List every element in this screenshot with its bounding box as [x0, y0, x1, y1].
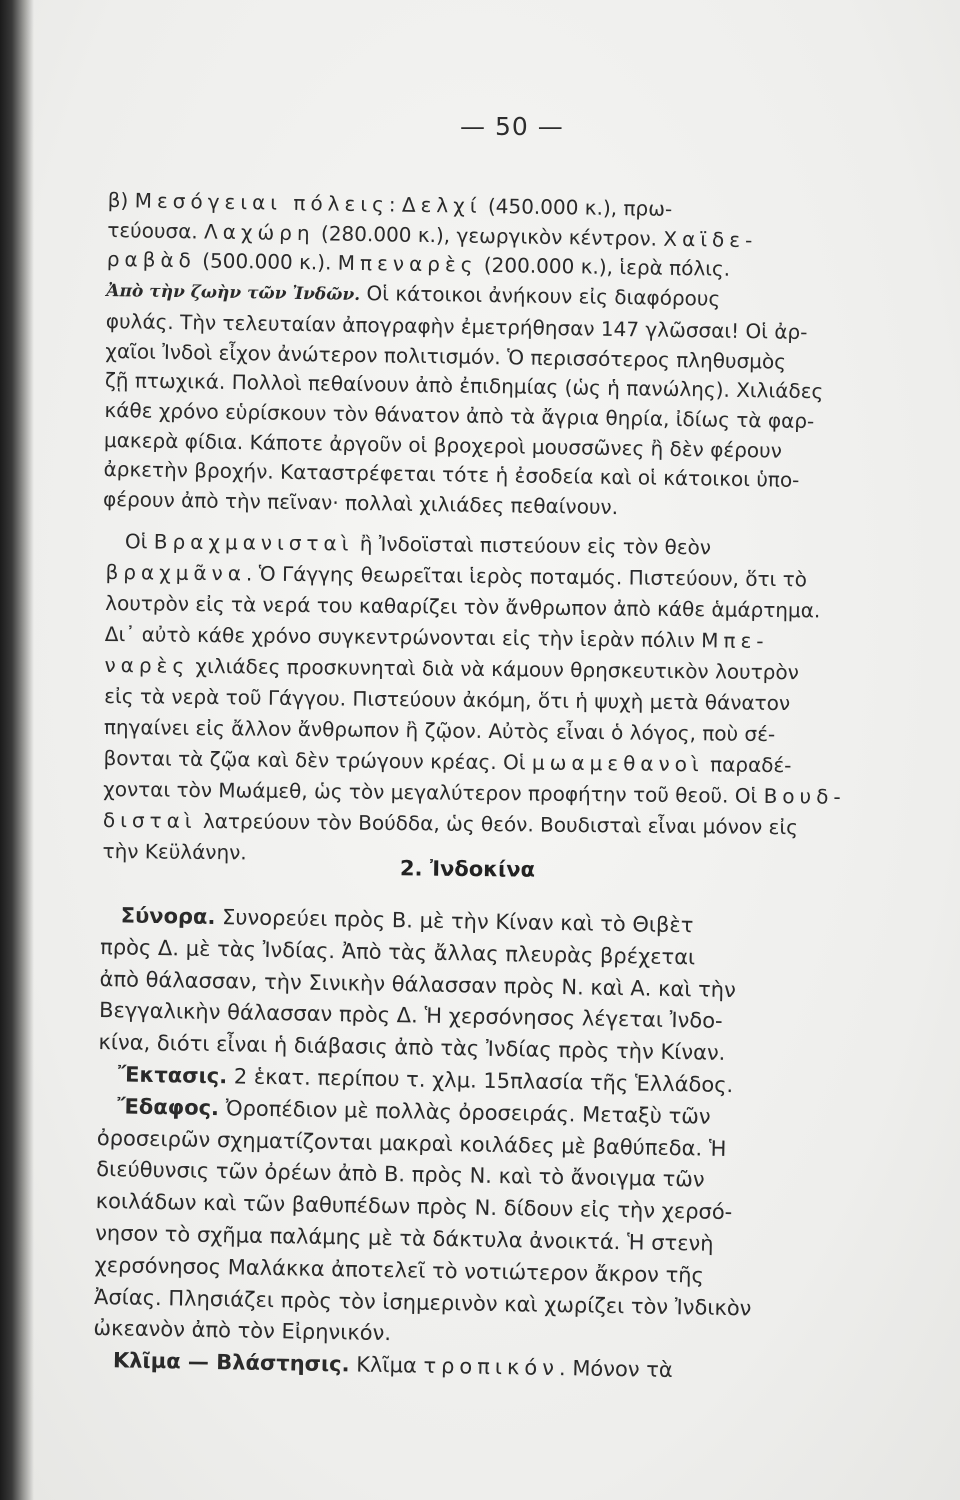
indochina-paragraph [93, 900, 871, 1390]
text-line: Ἀπὸ τὴν ζωὴν τῶν Ἰνδῶν. Οἱ κάτοικοι ἀνήκουν εἰς διαφόρους [106, 281, 721, 311]
text-line: εἰς τὰ νερὰ τοῦ Γάγγου. Πιστεύουν ἀκόμη, ὅτι ἡ ψυχὴ μετὰ θάνατον [104, 683, 791, 716]
text-line: βονται τὰ ζῷα καὶ δὲν τρώγουν κρέας. Οἱ μωαμεθανοὶ παραδέ- [103, 745, 792, 778]
book-binding-shadow [0, 0, 34, 1500]
subsection-heading: Κλῖμα — Βλάστησις. [112, 1348, 350, 1377]
text-line: φυλάς. Τὴν τελευταίαν ἀπογραφὴν ἐμετρήθησαν 147 γλῶσσαι! Οἱ ἀρ- [105, 308, 808, 344]
text-line: ναρὲς χιλιάδες προσκυνηταὶ διὰ νὰ κάμουν θρησκευτικὸν λουτρὸν [104, 652, 799, 685]
text-line: τεύουσα. Λαχώρη (280.000 κ.), γεωργικὸν κέντρον. Χαϊδε- [107, 217, 758, 252]
text-line: πηγαίνει εἰς ἄλλον ἄνθρωπον ἢ ζῷον. Αὐτὸς εἶναι ὁ λόγος, ποὺ σέ- [103, 714, 776, 747]
text-line: Δι᾽ αὐτὸ κάθε χρόνο συγκεντρώνονται εἰς τὴν ἱερὰν πόλιν Μπε- [104, 621, 769, 653]
text-line: Κλῖμα — Βλάστησις. Κλῖμα τροπικόν. Μόνον τὰ [112, 1348, 673, 1383]
text-line: νησον τὸ σχῆμα παλάμης μὲ τὰ δάκτυλα ἀνοικτά. Ἡ στενὴ [94, 1220, 714, 1256]
text-line: κοιλάδων καὶ τῶν βαθυπέδων πρὸς Ν. δίδουν εἰς τὴν χερσό- [95, 1189, 733, 1225]
cities-and-life-paragraph [103, 186, 878, 527]
section-title: 2. Ἰνδοκίνα [399, 856, 536, 882]
text-line: Ἀσίας. Πλησιάζει πρὸς τὸν ἰσημερινὸν καὶ χωρίζει τὸν Ἰνδικὸν [93, 1284, 752, 1320]
text-line: ἀρκετὴν βροχήν. Καταστρέφεται τότε ἡ ἐσοδεία καὶ οἱ κάτοικοι ὑπο- [103, 457, 800, 493]
text-line: χονται τὸν Μωάμεθ, ὡς τὸν μεγαλύτερον προφήτην τοῦ θεοῦ. Οἱ Βουδ- [103, 776, 846, 809]
text-line: Ἔκτασις. 2 ἑκατ. περίπου τ. χλμ. 15πλασία τῆς Ἑλλάδος. [117, 1062, 734, 1098]
text-line: Βεγγαλικὴν θάλασσαν πρὸς Δ. Ἡ χερσόνησος λέγεται Ἰνδο- [98, 998, 723, 1034]
text-line: κίνα, διότι εἶναι ἡ διάβασις ἀπὸ τὰς Ἰνδίας πρὸς τὴν Κίναν. [98, 1030, 726, 1066]
text-line: ἀπὸ θάλασσαν, τὴν Σινικὴν θάλασσαν πρὸς Ν. καὶ Α. καὶ τὴν [99, 966, 737, 1002]
text-line: Σύνορα. Συνορεύει πρὸς Β. μὲ τὴν Κίναν καὶ τὸ Θιβὲτ [120, 903, 694, 938]
subsection-heading: Ἀπὸ τὴν ζωὴν τῶν Ἰνδῶν. [106, 281, 361, 306]
text-line: χαῖοι Ἰνδοὶ εἶχον ἀνώτερον πολιτισμόν. Ὁ περισσότερος πληθυσμὸς [105, 338, 787, 374]
text-line: πρὸς Δ. μὲ τὰς Ἰνδίας. Ἀπὸ τὰς ἄλλας πλευρὰς βρέχεται [99, 934, 696, 970]
page-number: — 50 — [460, 112, 564, 141]
text-line: χερσόνησος Μαλάκκα ἀποτελεῖ τὸ νοτιώτερον ἄκρον τῆς [94, 1252, 705, 1288]
text-line: λουτρὸν εἰς τὰ νερά του καθαρίζει τὸν ἄνθρωπον ἀπὸ κάθε ἁμάρτημα. [105, 590, 821, 623]
text-line: βραχμᾶνα. Ὁ Γάγγης θεωρεῖται ἱερὸς ποταμός. Πιστεύουν, ὅτι τὸ [105, 559, 808, 592]
text-line: ζῇ πτωχικά. Πολλοὶ πεθαίνουν ἀπὸ ἐπιδημίας (ὡς ἡ πανώλης). Χιλιάδες [104, 368, 824, 404]
text-line: φέρουν ἀπὸ τὴν πεῖναν· πολλαὶ χιλιάδες πεθαίνουν. [102, 486, 619, 520]
text-line: μακερὰ φίδια. Κάποτε ἀργοῦν οἱ βροχεροὶ μουσσῶνες ἢ δὲν φέρουν [103, 427, 783, 463]
subsection-heading: Ἔδαφος. [117, 1094, 220, 1120]
text-line: δισταὶ λατρεύουν τὸν Βούδδα, ὡς θεόν. Βουδισταὶ εἶναι μόνον εἰς [102, 807, 799, 840]
subsection-heading: Σύνορα. [120, 903, 216, 929]
religion-paragraph [102, 526, 876, 875]
text-line: ὀροσειρῶν σχηματίζονται μακραὶ κοιλάδες μὲ βαθύπεδα. Ἡ [96, 1125, 727, 1161]
text-line: Οἱ Βραχμανισταὶ ἢ Ἰνδοϊσταὶ πιστεύουν εἰς τὸν θεὸν [124, 529, 712, 560]
text-line: τὴν Κεϋλάνην. [102, 838, 247, 865]
text-line: ὠκεανὸν ἀπὸ τὸν Εἰρηνικόν. [93, 1316, 392, 1346]
text-line: διεύθυνσις τῶν ὀρέων ἀπὸ Β. πρὸς Ν. καὶ τὸ ἄνοιγμα τῶν [96, 1157, 705, 1192]
text-line: β) Μεσόγειαι πόλεις: Δελχί (450.000 κ.), πρω- [107, 187, 673, 221]
subsection-heading: Ἔκτασις. [117, 1062, 228, 1089]
text-line: Ἔδαφος. Ὀροπέδιον μὲ πολλὰς ὀροσειράς. Μεταξὺ τῶν [117, 1094, 711, 1129]
text-line: κάθε χρόνο εὑρίσκουν τὸν θάνατον ἀπὸ τὰ ἄγρια θηρία, ἰδίως τὰ φαρ- [104, 397, 815, 434]
text-line: ραβὰδ (500.000 κ.). Μπεναρὲς (200.000 κ.), ἱερὰ πόλις. [106, 247, 731, 282]
